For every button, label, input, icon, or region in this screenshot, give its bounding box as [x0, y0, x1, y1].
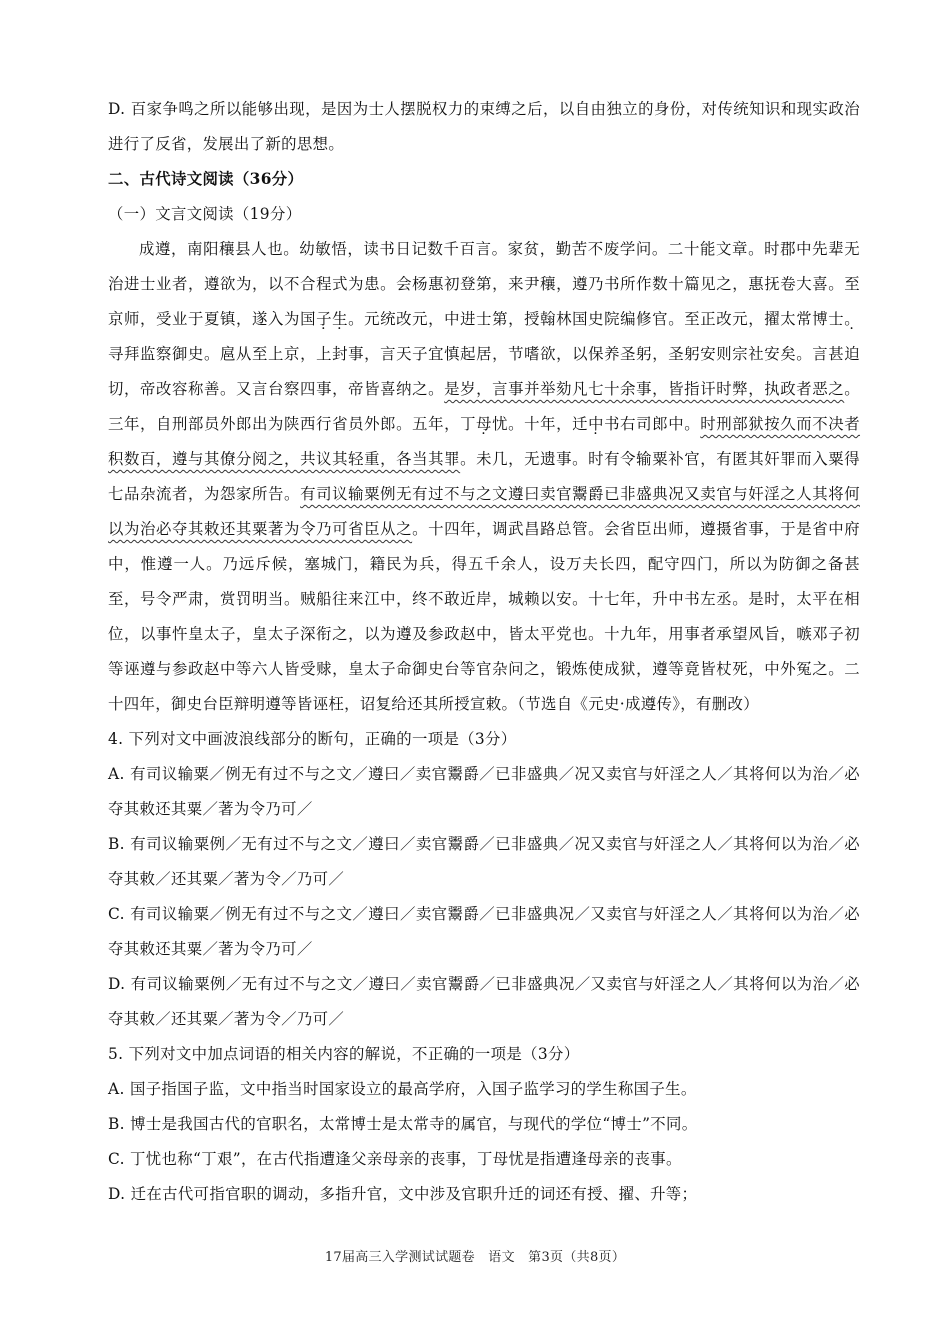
passage-text: 母忧。十年，	[476, 415, 573, 433]
passage-text: 。未几，无遗事。时有令输粟补官，有匿其奸罪而入粟得七品杂流者，为怨家所告。	[108, 450, 860, 503]
page-content	[108, 92, 860, 1212]
subsection-heading: （一）文言文阅读（19分）	[108, 205, 302, 223]
question-5-option-a: A. 国子指国子监，文中指当时国家设立的最高学府，入国子监学习的学生称国子生。	[108, 1080, 697, 1098]
page-footer: 17届高三入学测试试题卷 语文 第3页（共8页）	[324, 1250, 626, 1265]
question-5-option-c: C. 丁忧也称“丁艰”，在古代指遭逢父亲母亲的丧事，丁母忧是指遭逢母亲的丧事。	[108, 1150, 682, 1168]
dotted-word: 士	[828, 310, 845, 328]
passage-text: 。寻拜监察御史。扈从至上京，上封事，言天子宜慎起居，节嗜欲，以保养圣躬，圣躬安则宗社安矣。言甚迫切，帝改容称善。又言台察四事，帝皆喜纳之。	[108, 310, 861, 398]
passage-text: 生。元统改元，中进士第，授翰林国史院编修官。至正改元，擢太常博	[332, 310, 829, 328]
passage-text: 成遵，南阳穰县人也。幼敏悟，读书日记数千百言。家贫，勤苦不废学问。二十能文章。时郡中先辈无治进士业者，遵欲为，以不合程式为患。会杨惠初登第，来尹穰，遵乃书所作数十篇见之，惠抚卷大喜。至京师，受业于夏镇，遂入为	[108, 240, 860, 328]
passage	[108, 232, 860, 722]
question-4-option-a: A. 有司议输粟／例无有过不与之文／遵曰／卖官鬻爵／已非盛典／况又卖官与奸淫之人／其将何以为治／必夺其敕还其粟／著为令乃可／	[108, 765, 860, 818]
question-4-option-c: C. 有司议输粟／例无有过不与之文／遵曰／卖官鬻爵／已非盛典况／又卖官与奸淫之人／其将何以为治／必夺其敕还其粟／著为令乃可／	[108, 905, 860, 958]
option-3d: D. 百家争鸣之所以能够出现，是因为士人摆脱权力的束缚之后，以自由独立的身份，对传统知识和现实政治进行了反省，发展出了新的思想。	[108, 100, 860, 153]
wavy-underlined-text: 有司议输粟例无有过不与之文遵曰卖官鬻爵已非盛典况又卖官与奸淫之人其将何以为治必夺其敕还其粟著为令乃可省臣从之	[108, 485, 860, 538]
question-5-option-b: B. 博士是我国古代的官职名，太常博士是太常寺的属官，与现代的学位“博士”不同。	[108, 1115, 698, 1133]
dotted-word: 迁	[572, 415, 589, 433]
question-4-option-d: D. 有司议输粟例／无有过不与之文／遵曰／卖官鬻爵／已非盛典况／又卖官与奸淫之人／其将何以为治／必夺其敕／还其粟／著为令／乃可／	[108, 975, 860, 1028]
passage-text: 。三年，自刑部员外郎出为陕西行省员外郎。五年，	[108, 380, 860, 433]
section-heading: 二、古代诗文阅读（36分）	[108, 170, 304, 188]
question-4-option-b: B. 有司议输粟例／无有过不与之文／遵曰／卖官鬻爵／已非盛典／况又卖官与奸淫之人／其将何以为治／必夺其敕／还其粟／著为令／乃可／	[108, 835, 860, 888]
wavy-underlined-text: 时刑部狱按久而不决者积数百，遵与其僚分阅之，共议其轻重，各当其罪	[108, 415, 861, 468]
passage-text: 。十四年，调武昌路总管。会省臣出师，遵摄省事，于是省中府中，惟遵一人。乃远斥候，塞城门，籍民为兵，得五千余人，设万夫长四，配守四门，所以为防御之备甚至，号令严肃，赏罚明当。贼船往来江中，终不敢近岸，城赖以安。十七年，升中书左丞。是时，太平在相位，以事忤皇太子，皇太子深衔之，以为遵及参政赵中，皆太平党也。十九年，用事者承望风旨，嗾邓子初等诬遵与参政赵中等六人皆受赇，皇太子命御史台等官杂问之，锻炼使成狱，遵等竟皆杖死，中外冤之。二十四年，御史台臣辩明遵等皆诬枉，诏复给还其所授宣敕。（节选自《元史·成遵传》，有删改）	[108, 520, 860, 713]
question-5-option-d: D. 迁在古代可指官职的调动，多指升官，文中涉及官职升迁的词还有授、擢、升等；	[108, 1185, 698, 1203]
dotted-word: 子	[316, 310, 333, 328]
passage-text: 中书右司郎中。	[588, 415, 701, 433]
dotted-word: 国	[300, 310, 317, 328]
question-5-stem: 5. 下列对文中加点词语的相关内容的解说，不正确的一项是（3分）	[108, 1045, 580, 1063]
dotted-word: 丁	[460, 415, 477, 433]
question-4-stem: 4. 下列对文中画波浪线部分的断句，正确的一项是（3分）	[108, 730, 517, 748]
wavy-underlined-text: 是岁，言事并举劾凡七十余事，皆指讦时弊，执政者恶之	[444, 380, 845, 398]
